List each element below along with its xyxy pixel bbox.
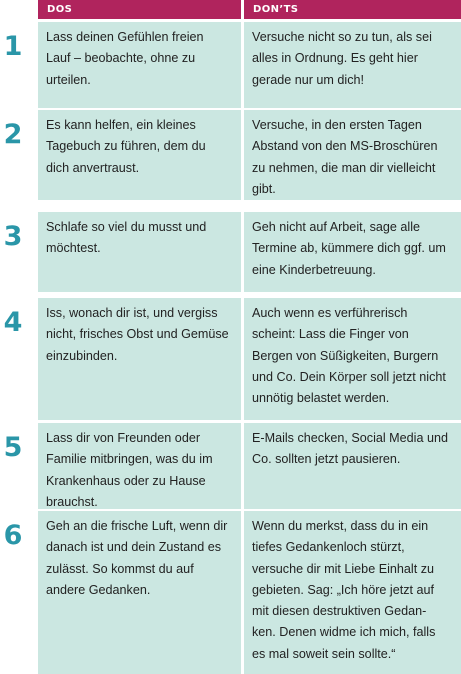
row-1-donts-line: alles in Ordnung. Es geht hier: [252, 51, 418, 66]
row-6-donts-line: tiefes Gedankenloch stürzt,: [252, 540, 405, 555]
row-1-number: 1: [3, 31, 23, 62]
row-2-dos-cell: [38, 110, 241, 200]
row-5-dos-line: brauchst.: [46, 494, 98, 509]
row-1-donts-line: gerade nur um dich!: [252, 72, 365, 87]
row-4-donts-cell: [244, 298, 461, 420]
row-4-dos-line: Iss, wonach dir ist, und vergiss: [46, 306, 218, 320]
row-5-dos-line: Lass dir von Freunden oder: [46, 431, 201, 445]
header-dos: [38, 0, 241, 19]
row-1-donts-cell: [244, 22, 461, 108]
row-4-donts-line: Auch wenn es verführerisch: [252, 306, 408, 320]
row-1-dos-line: Lauf – beobachte, ohne zu: [46, 51, 196, 66]
row-3-donts-cell: [244, 212, 461, 292]
row-3-number: 3: [3, 221, 23, 252]
header-donts-label: DON’TS: [253, 4, 299, 15]
row-3-dos-line: Schlafe so viel du musst und: [46, 220, 207, 234]
row-5-donts-cell: [244, 423, 461, 509]
row-6-donts-line: es mal soweit sein sollte.“: [252, 646, 396, 661]
row-5-donts-line: E-Mails checken, Social Media und: [252, 431, 448, 445]
row-6-donts-line: versuche dir mit Liebe Einhalt zu: [252, 561, 435, 576]
row-2-dos-line: Es kann helfen, ein kleines: [46, 118, 196, 132]
row-2-donts-line: Versuche, in den ersten Tagen: [252, 118, 422, 132]
row-2-donts-line: zu nehmen, die man dir vielleicht: [252, 160, 436, 175]
row-4-donts-line: scheint: Lass die Finger von: [252, 327, 409, 342]
row-6-donts-line: gebieten. Sag: „Ich höre jetzt auf: [252, 582, 435, 597]
row-5-number: 5: [3, 432, 23, 463]
row-2-donts-line: gibt.: [252, 181, 276, 196]
row-2-donts-line: Abstand von den MS-Broschüren: [252, 139, 438, 154]
row-6-dos-line: danach ist und dein Zustand es: [46, 540, 222, 555]
row-1-dos-line: Lass deinen Gefühlen freien: [46, 30, 204, 44]
row-4-donts-line: Bergen von Süßigkeiten, Burgern: [252, 348, 439, 363]
row-6-dos-line: zulässt. So kommst du auf: [46, 561, 194, 576]
row-6-donts-line: Wenn du merkst, dass du in ein: [252, 519, 429, 533]
row-4-dos-line: nicht, frisches Obst und Gemüse: [46, 327, 229, 342]
row-6-donts-cell: [244, 511, 461, 674]
row-2-number: 2: [3, 119, 23, 150]
row-6-dos-line: Geh an die frische Luft, wenn dir: [46, 519, 228, 533]
row-3-donts-line: Geh nicht auf Arbeit, sage alle: [252, 220, 421, 234]
row-3-dos-cell: [38, 212, 241, 292]
row-1-dos-line: urteilen.: [46, 72, 91, 87]
row-4-donts-line: unnötig belastet werden.: [252, 391, 390, 406]
row-6-number: 6: [3, 520, 23, 551]
row-6-dos-cell: [38, 511, 241, 674]
row-4-dos-cell: [38, 298, 241, 420]
header-donts: [244, 0, 461, 19]
row-3-donts-line: Termine ab, kümmere dich ggf. um: [252, 241, 446, 256]
row-2-dos-line: Tagebuch zu führen, dem du: [46, 139, 206, 154]
row-6-dos-line: andere Gedanken.: [46, 582, 151, 597]
row-3-dos-line: möchtest.: [46, 241, 101, 256]
row-2-dos-line: dich anvertraust.: [46, 160, 140, 175]
row-5-dos-line: Krankenhaus oder zu Hause: [46, 473, 206, 488]
row-4-number: 4: [3, 307, 23, 338]
row-5-dos-line: Familie mitbringen, was du im: [46, 452, 213, 467]
row-6-donts-line: ken. Denen widme ich mich, falls: [252, 625, 436, 640]
row-5-dos-cell: [38, 423, 241, 509]
row-2-donts-cell: [244, 110, 461, 200]
row-4-donts-line: und Co. Dein Körper soll jetzt nicht: [252, 369, 446, 384]
row-3-donts-line: eine Kinderbetreuung.: [252, 262, 376, 277]
row-5-donts-line: Co. sollten jetzt pausieren.: [252, 452, 401, 467]
row-6-donts-line: mit diesen destruktiven Gedan-: [252, 604, 427, 619]
row-4-dos-line: einzubinden.: [46, 348, 118, 363]
row-1-dos-cell: [38, 22, 241, 108]
row-1-donts-line: Versuche nicht so zu tun, als sei: [252, 30, 432, 44]
header-dos-label: DOS: [47, 4, 73, 15]
